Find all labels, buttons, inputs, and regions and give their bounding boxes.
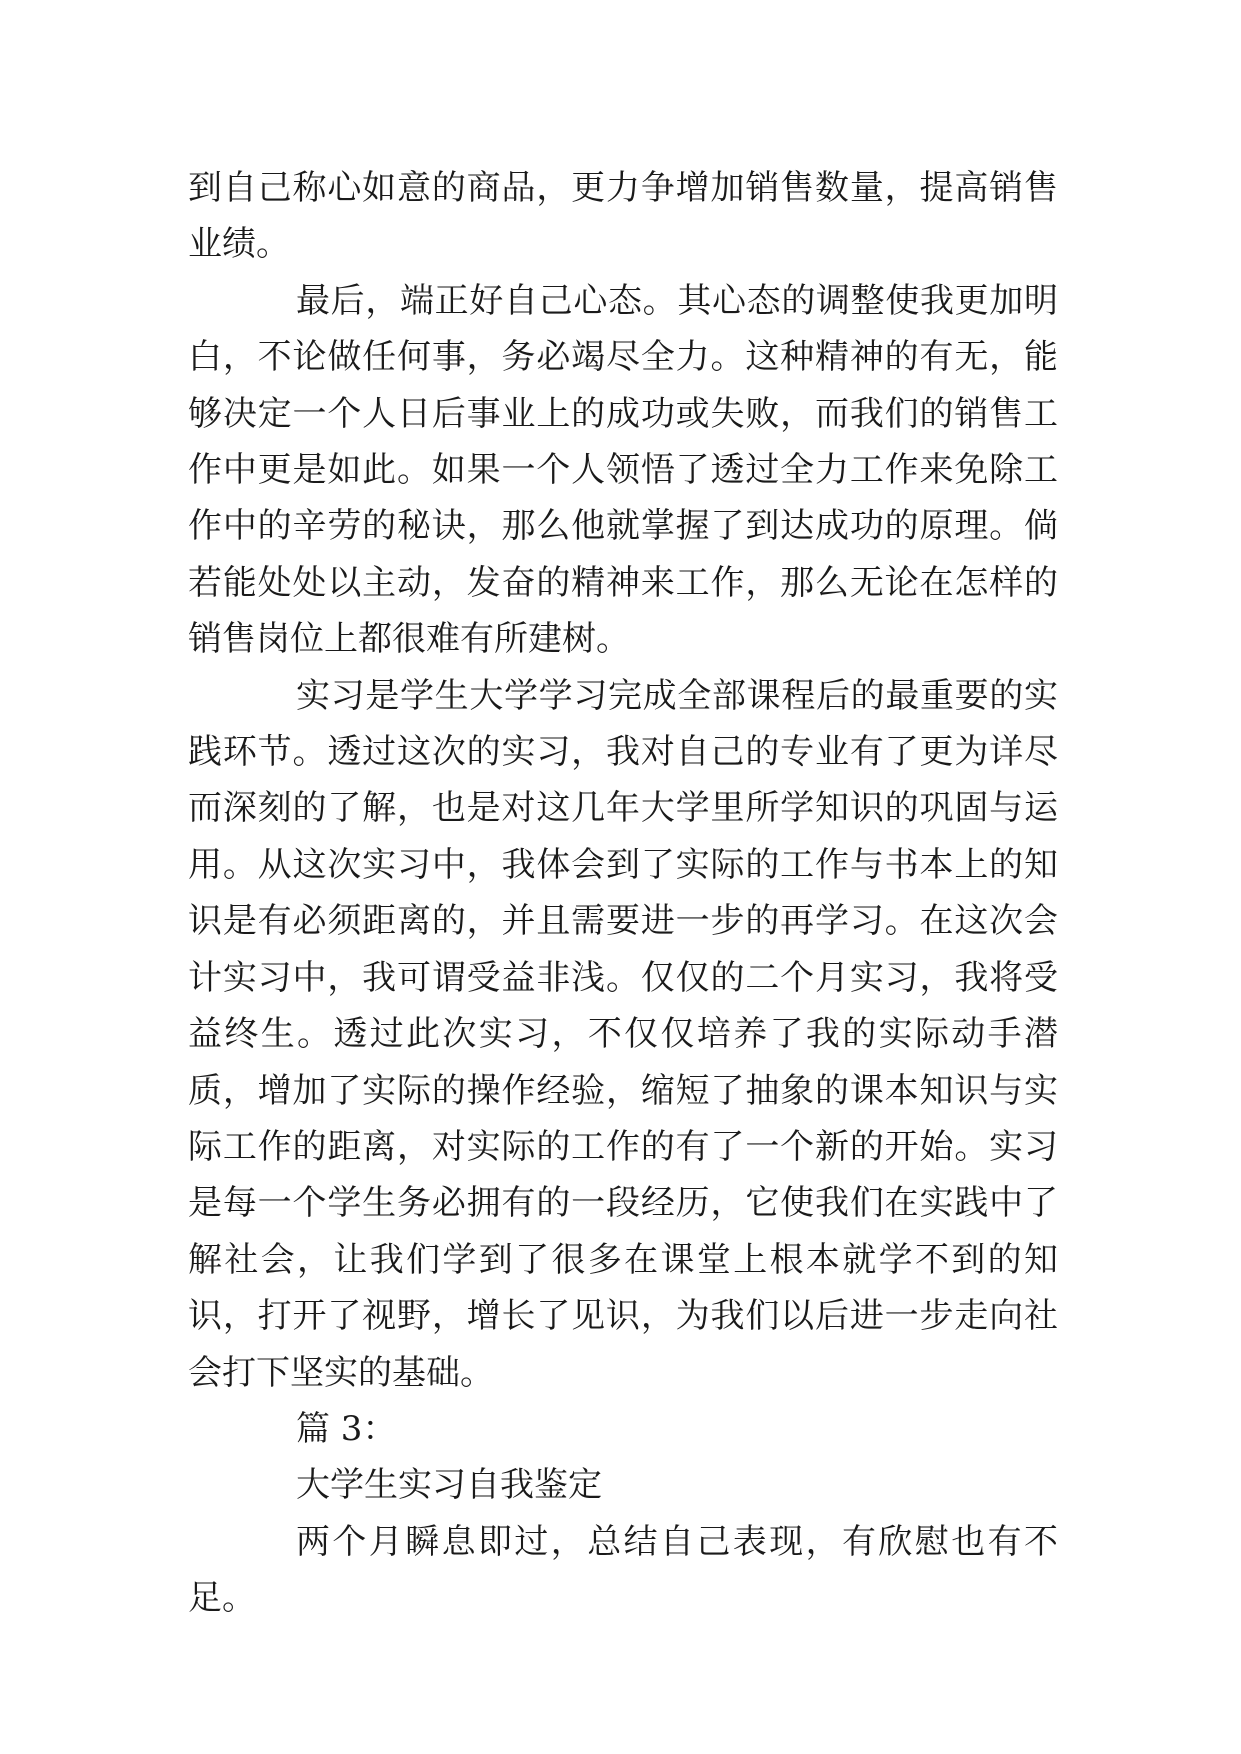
paragraph-internship-summary: 实习是学生大学学习完成全部课程后的最重要的实践环节。透过这次的实习，我对自己的专业有了更为详尽而深刻的了解，也是对这几年大学里所学知识的巩固与运用。从这次实习中，我体会到了实际的工作与书本上的知识是有必须距离的，并且需要进一步的再学习。在这次会计实习中，我可谓受益非浅。仅仅的二个月实习，我将受益终生。透过此次实习，不仅仅培养了我的实际动手潜质，增加了实际的操作经验，缩短了抽象的课本知识与实际工作的距离，对实际的工作的有了一个新的开始。实习是每一个学生务必拥有的一段经历，它使我们在实践中了解社会，让我们学到了很多在课堂上根本就学不到的知识，打开了视野，增长了见识，为我们以后进一步走向社会打下坚实的基础。 xyxy=(188,675,1058,1393)
section-label: 篇 3： xyxy=(296,1408,397,1449)
section-title: 大学生实习自我鉴定 xyxy=(296,1465,602,1506)
paragraph-continuation: 到自己称心如意的商品，更力争增加销售数量，提高销售业绩。 xyxy=(188,168,1058,265)
paragraph-opening: 两个月瞬息即过，总结自己表现，有欣慰也有不足。 xyxy=(188,1521,1058,1619)
document-body xyxy=(188,160,1058,1627)
paragraph-attitude: 最后，端正好自己心态。其心态的调整使我更加明白，不论做任何事，务必竭尽全力。这种精神的有无，能够决定一个人日后事业上的成功或失败，而我们的销售工作中更是如此。如果一个人领悟了透过全力工作来免除工作中的辛劳的秘诀，那么他就掌握了到达成功的原理。倘若能处处以主动，发奋的精神来工作，那么无论在怎样的销售岗位上都很难有所建树。 xyxy=(188,280,1058,660)
